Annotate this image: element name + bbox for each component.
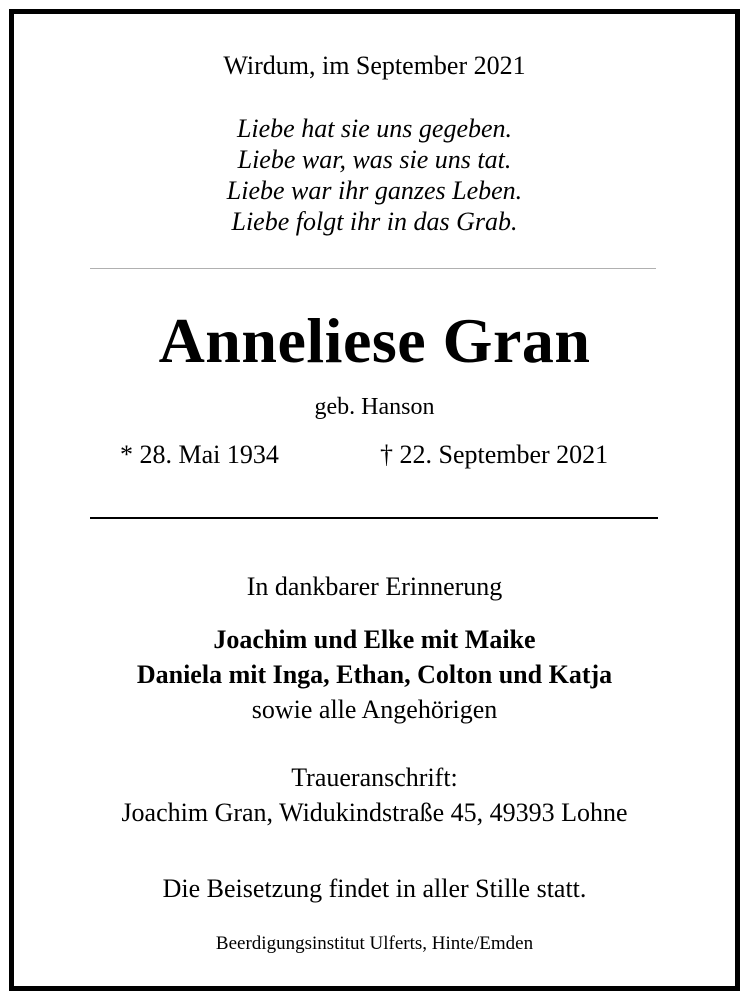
divider-bold bbox=[90, 517, 658, 519]
divider-thin bbox=[90, 268, 656, 269]
deceased-name: Anneliese Gran bbox=[158, 305, 591, 376]
mourning-address: Joachim Gran, Widukindstraße 45, 49393 Lohne bbox=[121, 798, 628, 827]
address-label: Traueranschrift: bbox=[291, 763, 458, 792]
family-line: Daniela mit Inga, Ethan, Colton und Katja bbox=[136, 660, 613, 689]
death-date: † 22. September 2021 bbox=[380, 440, 609, 469]
poem-line: Liebe folgt ihr in das Grab. bbox=[231, 207, 518, 236]
poem-line: Liebe war, was sie uns tat. bbox=[237, 145, 512, 174]
maiden-name: geb. Hanson bbox=[314, 394, 435, 420]
poem-line: Liebe hat sie uns gegeben. bbox=[236, 114, 513, 143]
burial-note: Die Beisetzung findet in aller Stille statt. bbox=[162, 874, 587, 903]
undertaker-credit: Beerdigungsinstitut Ulferts, Hinte/Emden bbox=[215, 933, 534, 954]
poem-line: Liebe war ihr ganzes Leben. bbox=[226, 176, 523, 205]
birth-date: * 28. Mai 1934 bbox=[120, 440, 279, 469]
relatives-line: sowie alle Angehörigen bbox=[251, 695, 498, 724]
place-date: Wirdum, im September 2021 bbox=[223, 51, 526, 80]
family-line: Joachim und Elke mit Maike bbox=[213, 625, 536, 654]
memory-intro: In dankbarer Erinnerung bbox=[246, 572, 503, 601]
